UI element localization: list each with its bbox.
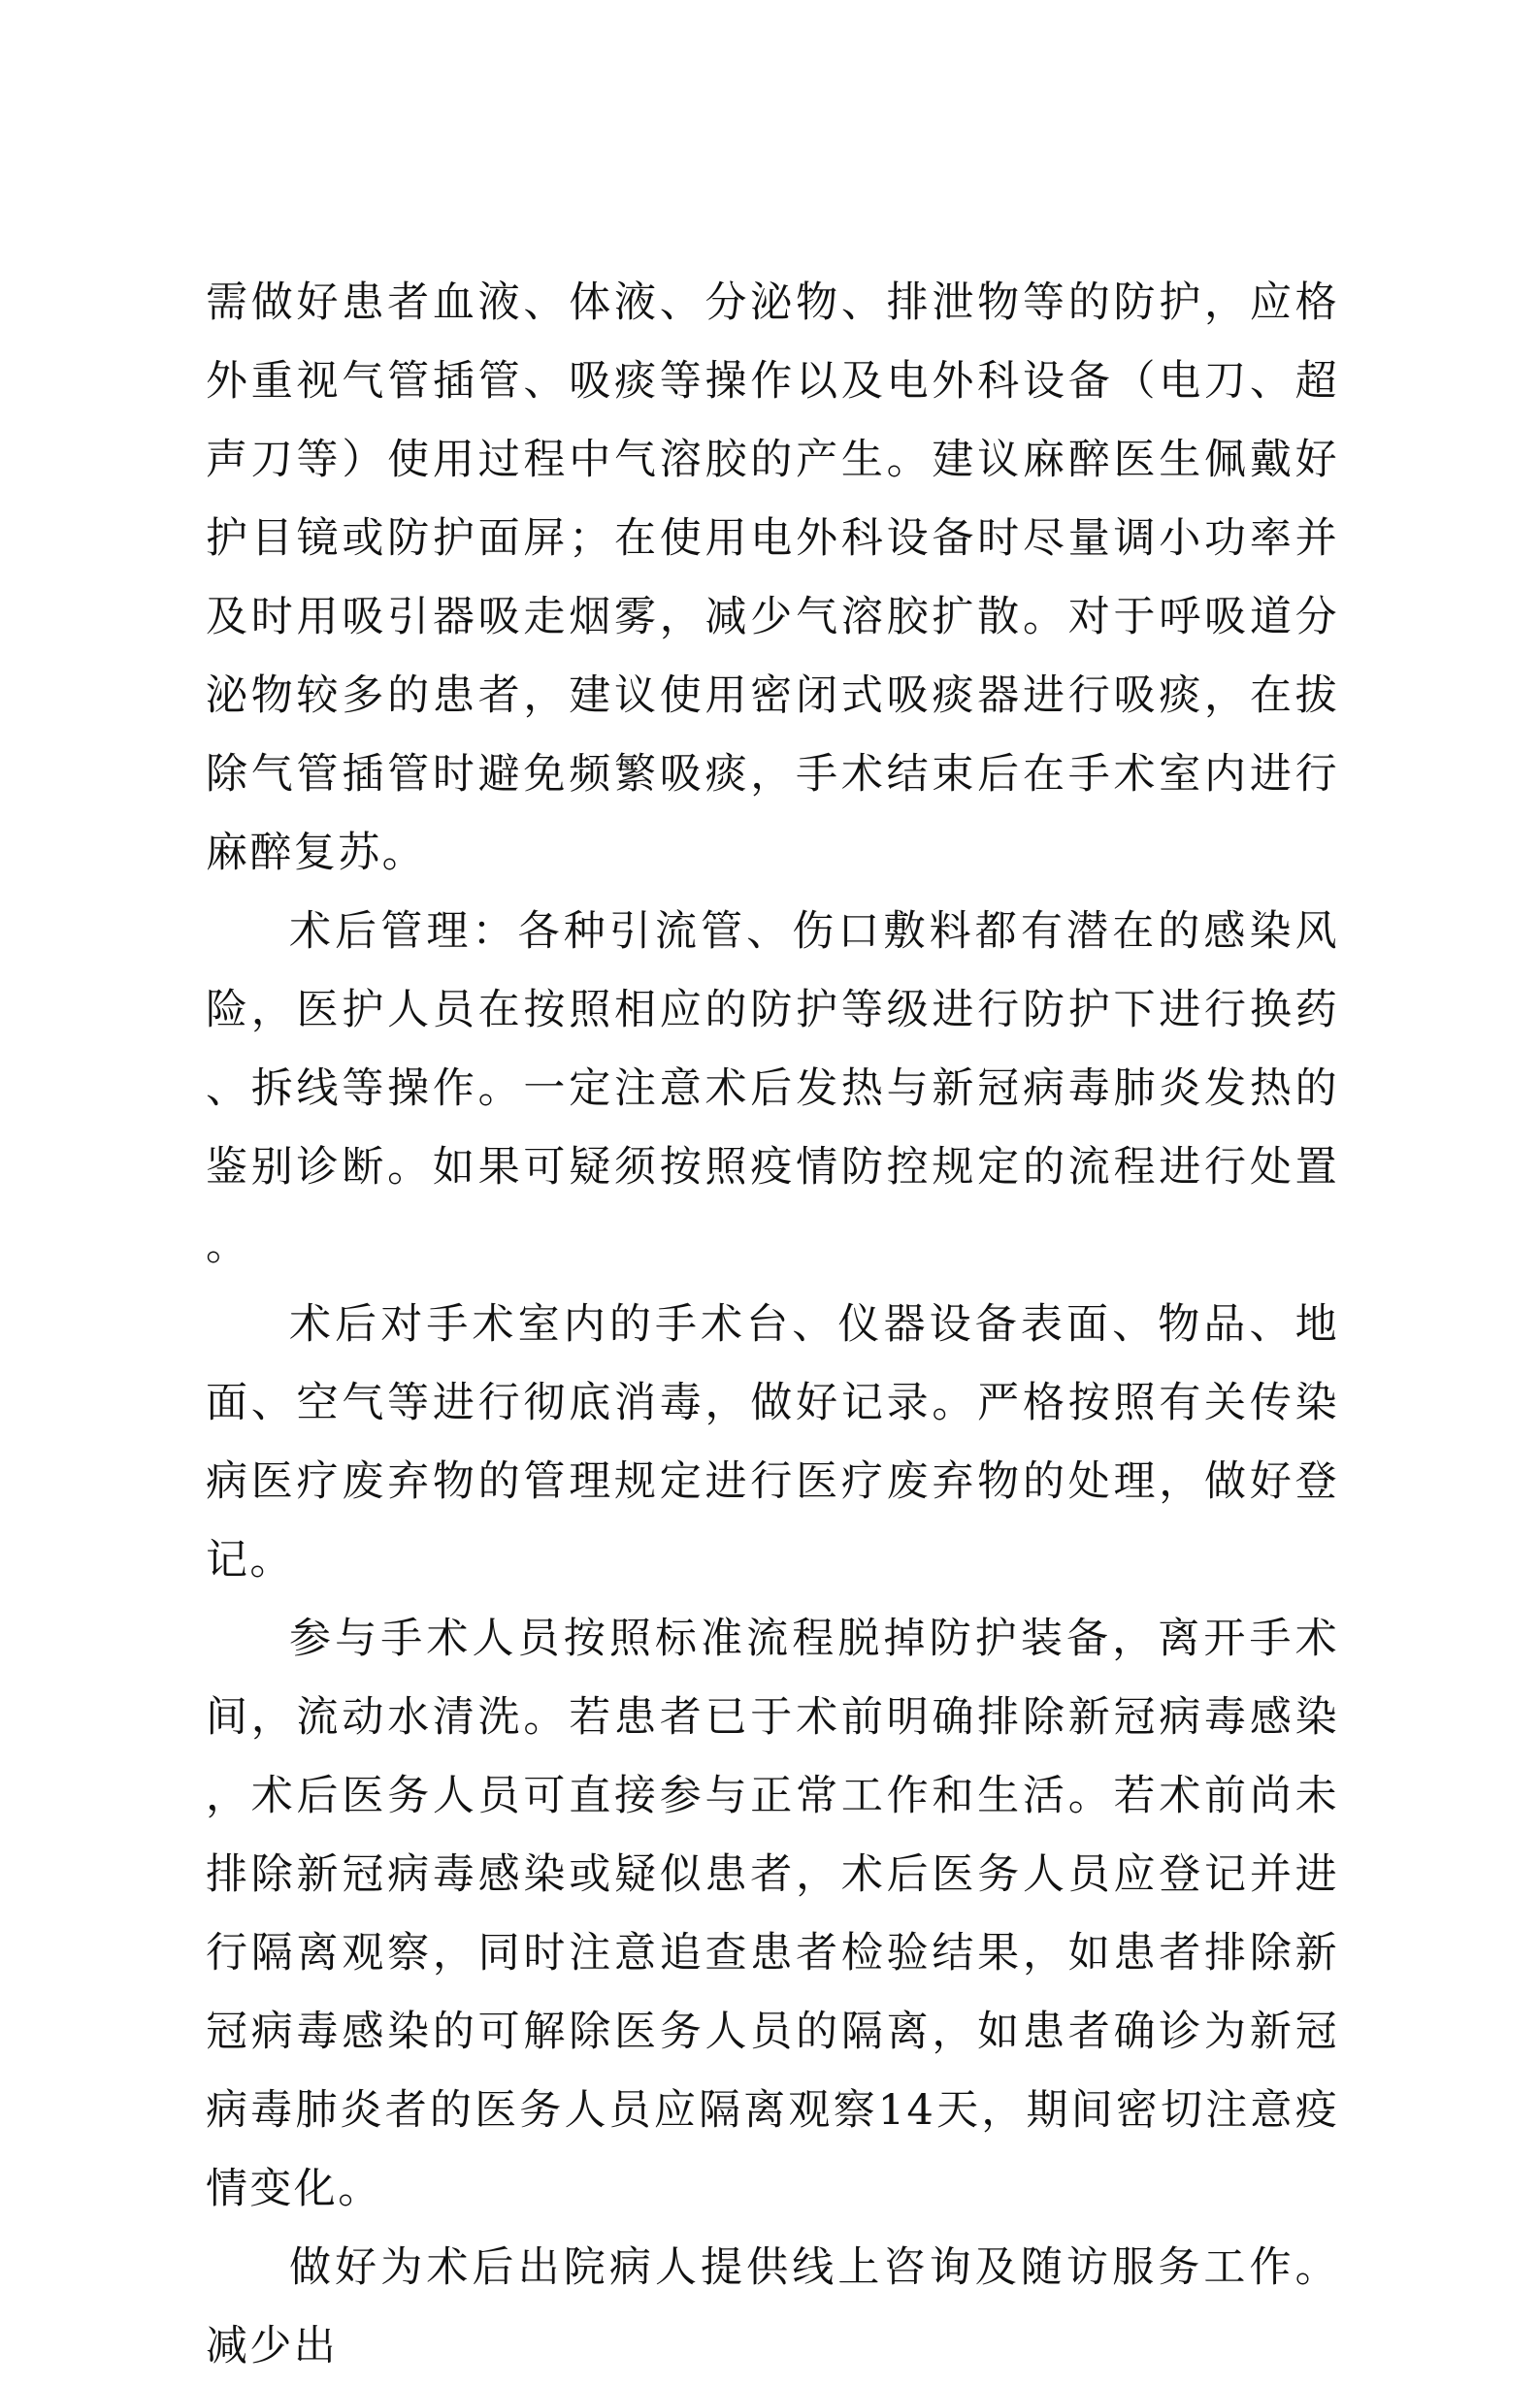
body-text (206, 264, 1339, 2386)
paragraph-postoperative-management: 术后管理：各种引流管、伤口敷料都有潜在的感染风险，医护人员在按照相应的防护等级进行防护下进行换药、拆线等操作。一定注意术后发热与新冠病毒肺炎发热的鉴别诊断。如果可疑须按照疫情防控规定的流程进行处置。 (206, 907, 1339, 1270)
paragraph-staff-isolation: 参与手术人员按照标准流程脱掉防护装备，离开手术间，流动水清洗。若患者已于术前明确排除新冠病毒感染，术后医务人员可直接参与正常工作和生活。若术前尚未排除新冠病毒感染或疑似患者，术后医务人员应登记并进行隔离观察，同时注意追查患者检验结果，如患者排除新冠病毒感染的可解除医务人员的隔离，如患者确诊为新冠病毒肺炎者的医务人员应隔离观察14天，期间密切注意疫情变化。 (206, 1615, 1339, 2213)
paragraph-operating-room-disinfection: 术后对手术室内的手术台、仪器设备表面、物品、地面、空气等进行彻底消毒，做好记录。严格按照有关传染病医疗废弃物的管理规定进行医疗废弃物的处理，做好登记。 (206, 1300, 1339, 1585)
paragraph-anesthesia-protection: 需做好患者血液、体液、分泌物、排泄物等的防护，应格外重视气管插管、吸痰等操作以及电外科设备（电刀、超声刀等）使用过程中气溶胶的产生。建议麻醉医生佩戴好护目镜或防护面屏；在使用电外科设备时尽量调小功率并及时用吸引器吸走烟雾，减少气溶胶扩散。对于呼吸道分泌物较多的患者，建议使用密闭式吸痰器进行吸痰，在拔除气管插管时避免频繁吸痰，手术结束后在手术室内进行麻醉复苏。 (206, 278, 1339, 877)
paragraph-online-followup: 做好为术后出院病人提供线上咨询及随访服务工作。减少出 (206, 2243, 1339, 2370)
